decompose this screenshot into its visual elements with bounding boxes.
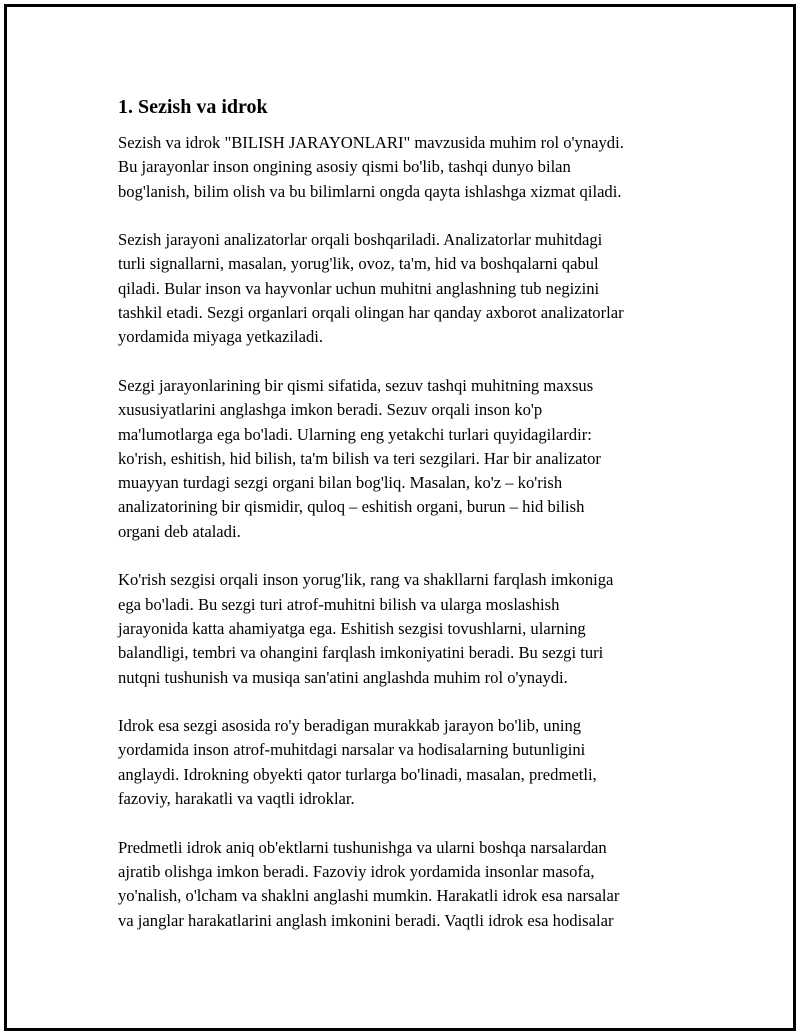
section-heading: 1. Sezish va idrok: [118, 96, 268, 118]
text-line: Bu jarayonlar inson ongining asosiy qismi bo'lib, tashqi dunyo bilan: [118, 157, 571, 177]
text-line: organi deb ataladi.: [118, 521, 241, 541]
paragraph: [118, 568, 688, 689]
text-line: xususiyatlarini anglashga imkon beradi. Sezuv orqali inson ko'p: [118, 400, 543, 420]
paragraph: [118, 131, 688, 204]
text-line: Sezish va idrok "BILISH JARAYONLARI" mavzusida muhim rol o'ynaydi.: [118, 133, 624, 152]
text-line: va janglar harakatlarini anglash imkonini beradi. Vaqtli idrok esa hodisalar: [118, 910, 614, 930]
text-line: Idrok esa sezgi asosida ro'y beradigan murakkab jarayon bo'lib, uning: [118, 716, 582, 736]
text-line: ko'rish, eshitish, hid bilish, ta'm bilish va teri sezgilari. Har bir analizator: [118, 448, 601, 468]
text-line: turli signallarni, masalan, yorug'lik, ovoz, ta'm, hid va boshqalarni qabul: [118, 254, 599, 274]
text-line: yo'nalish, o'lcham va shaklni anglashi mumkin. Harakatli idrok esa narsalar: [118, 886, 620, 906]
text-line: yordamida inson atrof-muhitdagi narsalar va hodisalarning butunligini: [118, 740, 586, 760]
text-line: balandligi, tembri va ohangini farqlash imkoniyatini beradi. Bu sezgi turi: [118, 643, 604, 663]
text-line: fazoviy, harakatli va vaqtli idroklar.: [118, 789, 355, 809]
text-line: tashkil etadi. Sezgi organlari orqali olingan har qanday axborot analizatorlar: [118, 303, 624, 323]
document-body: [118, 94, 688, 957]
paragraph: [118, 836, 688, 933]
text-line: muayyan turdagi sezgi organi bilan bog'liq. Masalan, ko'z – ko'rish: [118, 473, 563, 493]
text-line: Predmetli idrok aniq ob'ektlarni tushunishga va ularni boshqa narsalardan: [118, 837, 607, 857]
text-line: anglaydi. Idrokning obyekti qator turlarga bo'linadi, masalan, predmetli,: [118, 764, 597, 784]
text-line: analizatorining bir qismidir, quloq – eshitish organi, burun – hid bilish: [118, 497, 585, 517]
text-line: Sezgi jarayonlarining bir qismi sifatida, sezuv tashqi muhitning maxsus: [118, 375, 594, 395]
text-line: jarayonida katta ahamiyatga ega. Eshitish sezgisi tovushlarni, ularning: [118, 618, 586, 638]
text-line: bog'lanish, bilim olish va bu bilimlarni ongda qayta ishlashga xizmat qiladi.: [118, 181, 622, 201]
text-line: ma'lumotlarga ega bo'ladi. Ularning eng yetakchi turlari quyidagilardir:: [118, 424, 592, 444]
text-line: Ko'rish sezgisi orqali inson yorug'lik, rang va shakllarni farqlash imkoniga: [118, 570, 614, 590]
text-line: Sezish jarayoni analizatorlar orqali boshqariladi. Analizatorlar muhitdagi: [118, 230, 603, 250]
text-line: ajratib olishga imkon beradi. Fazoviy idrok yordamida insonlar masofa,: [118, 861, 595, 881]
text-line: qiladi. Bular inson va hayvonlar uchun muhitni anglashning tub negizini: [118, 278, 600, 298]
paragraph: [118, 374, 688, 544]
text-line: yordamida miyaga yetkaziladi.: [118, 327, 324, 347]
paragraph: [118, 228, 688, 349]
text-line: nutqni tushunish va musiqa san'atini anglashda muhim rol o'ynaydi.: [118, 667, 568, 687]
paragraph: [118, 714, 688, 811]
text-line: ega bo'ladi. Bu sezgi turi atrof-muhitni bilish va ularga moslashish: [118, 594, 560, 614]
